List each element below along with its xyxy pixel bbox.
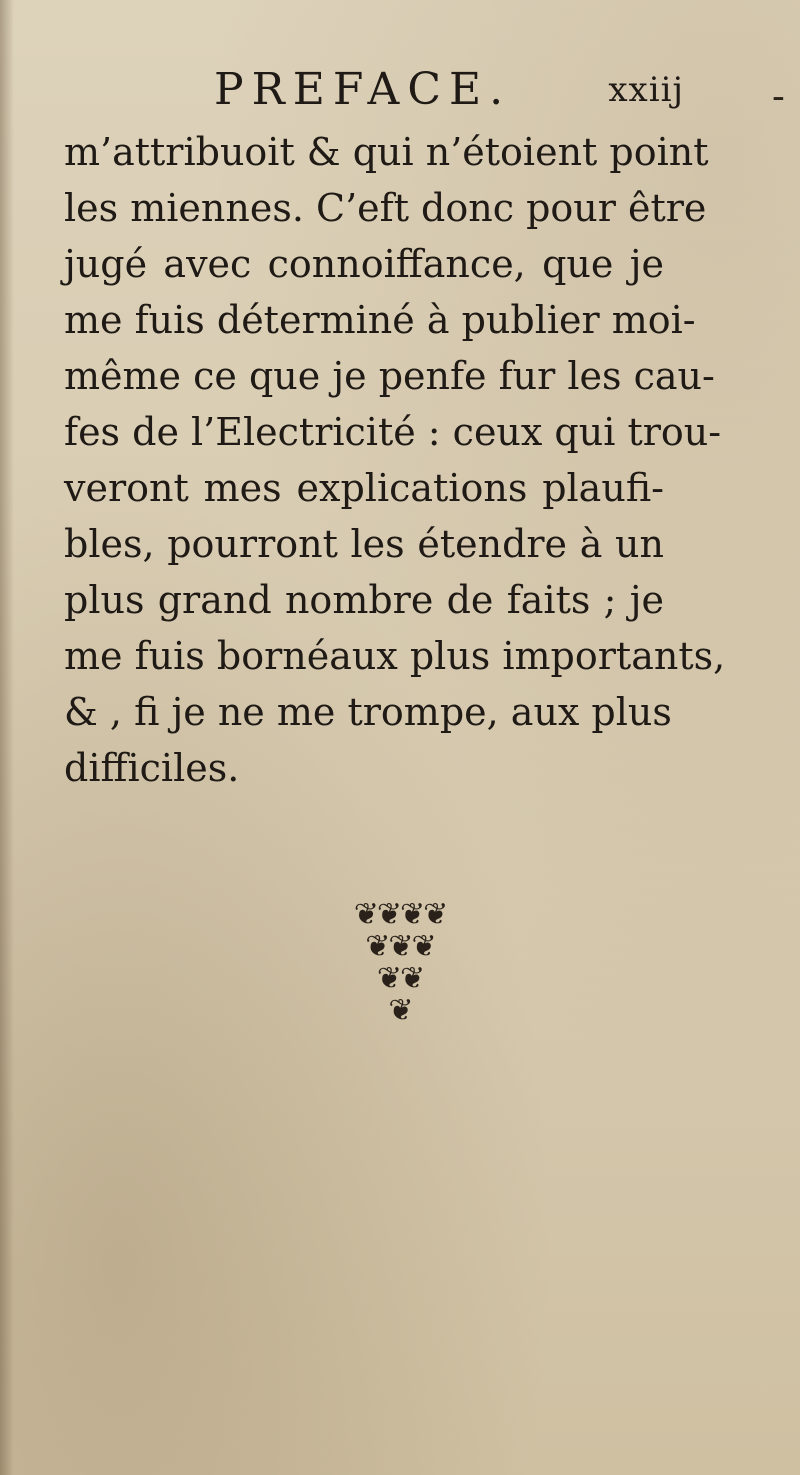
text-line: & , fi je ne me trompe, aux plus [64, 690, 672, 734]
tailpiece-ornament [0, 897, 800, 1030]
text-line: m’attribuoit & qui n’étoient point [64, 130, 709, 174]
text-line: même ce que je penfe fur les cau- [64, 354, 715, 398]
ornament-row: ❦❦❦ [365, 929, 435, 964]
running-header [64, 64, 684, 124]
text-line: me fuis bornéaux plus importants, [64, 634, 726, 678]
page-gutter-shadow [0, 0, 14, 1475]
text-line: difficiles. [64, 746, 240, 790]
page-number: xxiij [608, 70, 684, 110]
text-line: fes de l’Electricité : ceux qui trou- [64, 410, 722, 454]
text-line: me fuis déterminé à publier moi- [64, 298, 696, 342]
text-line: plus grand nombre de faits ; je [64, 578, 664, 622]
body-text [64, 124, 726, 796]
margin-mark: - [772, 74, 785, 118]
ornament-row: ❦❦ [376, 961, 424, 996]
ornament-row: ❦ [388, 993, 412, 1028]
text-line: veront mes explications plaufi- [64, 466, 664, 510]
text-line: jugé avec connoiffance, que je [64, 242, 664, 286]
ornament-row: ❦❦❦❦ [353, 897, 447, 932]
header-title: PREFACE. [214, 64, 512, 115]
text-line: bles, pourront les étendre à un [64, 522, 664, 566]
text-line: les miennes. C’eft donc pour être [64, 186, 707, 230]
